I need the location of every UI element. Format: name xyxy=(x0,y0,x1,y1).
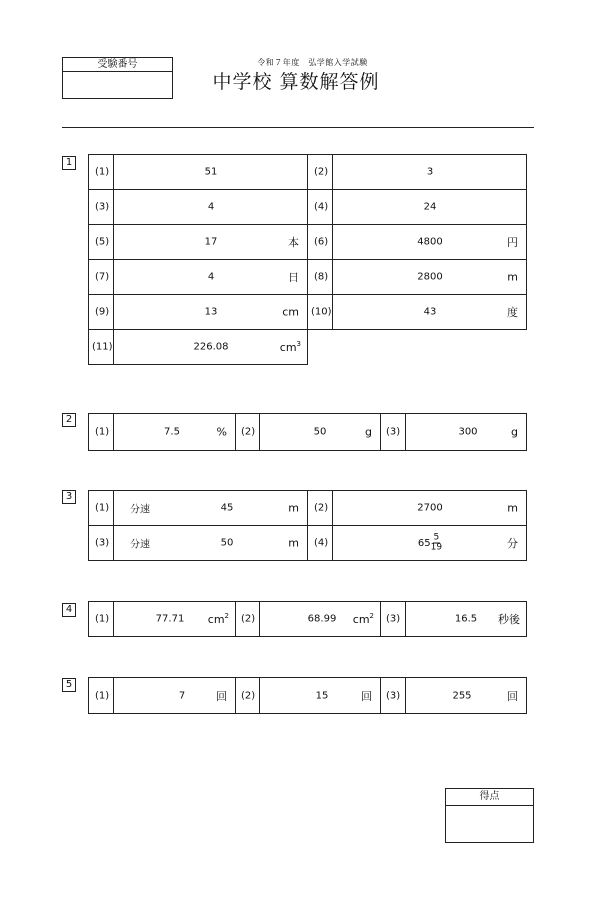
q3-2-label: (2) xyxy=(314,502,329,514)
q5-1-value: 7 xyxy=(178,690,186,701)
q1-label-cell xyxy=(307,294,333,330)
question-3-number: 3 xyxy=(62,490,76,504)
q3-4-numerator: 5 xyxy=(433,532,440,543)
exam-number-label: 受験番号 xyxy=(63,58,172,72)
q1-6-value: 4800 xyxy=(417,236,443,248)
q2-1-label: (1) xyxy=(95,426,110,438)
q1-5-value: 17 xyxy=(204,236,218,248)
q1-9-value: 13 xyxy=(204,306,218,318)
q5-3-unit: 回 xyxy=(507,689,518,703)
q4-1-answer xyxy=(113,601,236,637)
q2-3-answer xyxy=(405,413,527,451)
q3-label-cell xyxy=(88,490,114,526)
q5-1-unit: 回 xyxy=(216,689,227,703)
q1-label-cell xyxy=(88,154,114,190)
q1-6-unit: 円 xyxy=(507,236,518,249)
q2-label-cell xyxy=(88,413,114,451)
q1-label-cell xyxy=(307,189,333,225)
q4-label-cell xyxy=(88,601,114,637)
q1-8-label: (8) xyxy=(314,271,329,283)
q5-2-answer xyxy=(259,677,381,714)
q1-label-cell xyxy=(307,154,333,190)
q3-4-denominator: 19 xyxy=(430,542,443,553)
q1-label-cell xyxy=(307,224,333,260)
q2-2-answer xyxy=(259,413,381,451)
q1-6-label: (6) xyxy=(314,236,329,248)
q3-1-unit: m xyxy=(288,501,299,515)
q2-label-cell xyxy=(235,413,260,451)
score-box xyxy=(445,788,534,843)
q3-1-value: 45 xyxy=(220,502,234,514)
q1-1-value: 51 xyxy=(204,166,218,178)
q1-label-cell xyxy=(88,329,114,365)
q4-1-value: 77.71 xyxy=(155,613,185,625)
q1-5-answer xyxy=(113,224,308,260)
q1-2-label: (2) xyxy=(314,166,329,178)
q1-2-answer xyxy=(332,154,527,190)
q1-7-unit: 日 xyxy=(288,271,299,284)
q1-11-unit: $cm^3$ xyxy=(279,340,301,354)
q1-8-answer xyxy=(332,259,527,295)
q1-4-value: 24 xyxy=(423,201,437,213)
q1-11-answer xyxy=(113,329,308,365)
q3-4-answer xyxy=(332,525,527,561)
q2-1-unit: % xyxy=(216,425,227,439)
q1-7-label: (7) xyxy=(95,271,110,283)
q3-4-whole: 65 xyxy=(417,538,431,549)
q1-label-cell xyxy=(88,224,114,260)
header-divider xyxy=(62,127,534,128)
q3-1-answer xyxy=(113,490,308,526)
page-title: 中学校 算数解答例 xyxy=(212,71,380,93)
q4-2-value: 68.99 xyxy=(307,613,337,625)
q2-2-value: 50 xyxy=(313,426,327,438)
q1-10-unit: 度 xyxy=(507,306,518,319)
q4-2-label: (2) xyxy=(241,613,256,625)
q1-1-label: (1) xyxy=(95,166,110,178)
q1-8-value: 2800 xyxy=(417,271,443,283)
q1-10-value: 43 xyxy=(423,306,437,318)
q4-3-answer xyxy=(405,601,527,637)
q5-1-label: (1) xyxy=(95,690,110,701)
q5-3-value: 255 xyxy=(452,690,472,701)
q1-3-label: (3) xyxy=(95,201,110,213)
q1-11-label: (11) xyxy=(92,341,113,353)
q3-4-label: (4) xyxy=(314,537,329,549)
q2-label-cell xyxy=(380,413,406,451)
q5-2-value: 15 xyxy=(315,690,329,701)
exam-number-box xyxy=(62,57,173,99)
q3-3-prefix: 分速 xyxy=(130,539,150,551)
question-4-number: 4 xyxy=(62,603,76,617)
q3-1-prefix: 分速 xyxy=(130,504,150,516)
q1-5-unit: 本 xyxy=(288,236,299,249)
q1-8-unit: m xyxy=(507,270,518,284)
q3-label-cell xyxy=(307,525,333,561)
q4-3-label: (3) xyxy=(386,613,401,625)
q3-3-unit: m xyxy=(288,536,299,550)
q5-3-label: (3) xyxy=(386,690,401,701)
q5-label-cell xyxy=(380,677,406,714)
q3-2-value: 2700 xyxy=(417,502,443,514)
q5-1-answer xyxy=(113,677,236,714)
q5-2-unit: 回 xyxy=(361,689,372,703)
q3-4-fraction xyxy=(431,534,442,553)
q1-10-label: (10) xyxy=(311,306,332,318)
q4-label-cell xyxy=(235,601,260,637)
q4-1-unit: $cm^2$ xyxy=(207,612,229,626)
q1-label-cell xyxy=(307,259,333,295)
q1-7-value: 4 xyxy=(207,271,215,283)
question-5-number: 5 xyxy=(62,678,76,692)
q2-1-answer xyxy=(113,413,236,451)
q2-2-label: (2) xyxy=(241,426,256,438)
q2-3-value: 300 xyxy=(458,426,478,438)
q4-3-unit: 秒後 xyxy=(498,613,520,626)
q1-3-answer xyxy=(113,189,308,225)
q2-2-unit: g xyxy=(365,425,372,439)
q3-3-label: (3) xyxy=(95,537,110,549)
q4-3-value: 16.5 xyxy=(454,613,478,625)
question-2-number: 2 xyxy=(62,413,76,427)
q4-2-answer xyxy=(259,601,381,637)
q1-9-unit: cm xyxy=(282,305,299,319)
q5-label-cell xyxy=(88,677,114,714)
q3-label-cell xyxy=(88,525,114,561)
q1-1-answer xyxy=(113,154,308,190)
q1-2-value: 3 xyxy=(426,166,434,178)
q3-1-label: (1) xyxy=(95,502,110,514)
q1-label-cell xyxy=(88,294,114,330)
q1-label-cell xyxy=(88,189,114,225)
q1-6-answer xyxy=(332,224,527,260)
q1-9-answer xyxy=(113,294,308,330)
q3-label-cell xyxy=(307,490,333,526)
q2-3-unit: g xyxy=(511,425,518,439)
q1-label-cell xyxy=(88,259,114,295)
question-1-number: 1 xyxy=(62,156,76,170)
q1-10-answer xyxy=(332,294,527,330)
q2-1-value: 7.5 xyxy=(164,426,180,438)
score-label: 得点 xyxy=(446,789,533,806)
q4-label-cell xyxy=(380,601,406,637)
q5-label-cell xyxy=(235,677,260,714)
q1-7-answer xyxy=(113,259,308,295)
q1-4-label: (4) xyxy=(314,201,329,213)
q3-4-value xyxy=(418,534,442,553)
q1-3-value: 4 xyxy=(207,201,215,213)
q4-1-label: (1) xyxy=(95,613,110,625)
q2-3-label: (3) xyxy=(386,426,401,438)
q3-3-answer xyxy=(113,525,308,561)
q1-4-answer xyxy=(332,189,527,225)
q5-3-answer xyxy=(405,677,527,714)
q5-2-label: (2) xyxy=(241,690,256,701)
q3-3-value: 50 xyxy=(220,537,234,549)
q3-4-unit: 分 xyxy=(507,537,518,550)
q4-2-unit: $cm^2$ xyxy=(352,612,374,626)
q1-5-label: (5) xyxy=(95,236,110,248)
q1-11-value: 226.08 xyxy=(193,341,229,353)
exam-subtitle: 令和７年度 弘学館入学試験 xyxy=(257,58,368,67)
q3-2-answer xyxy=(332,490,527,526)
q1-9-label: (9) xyxy=(95,306,110,318)
q3-2-unit: m xyxy=(507,501,518,515)
